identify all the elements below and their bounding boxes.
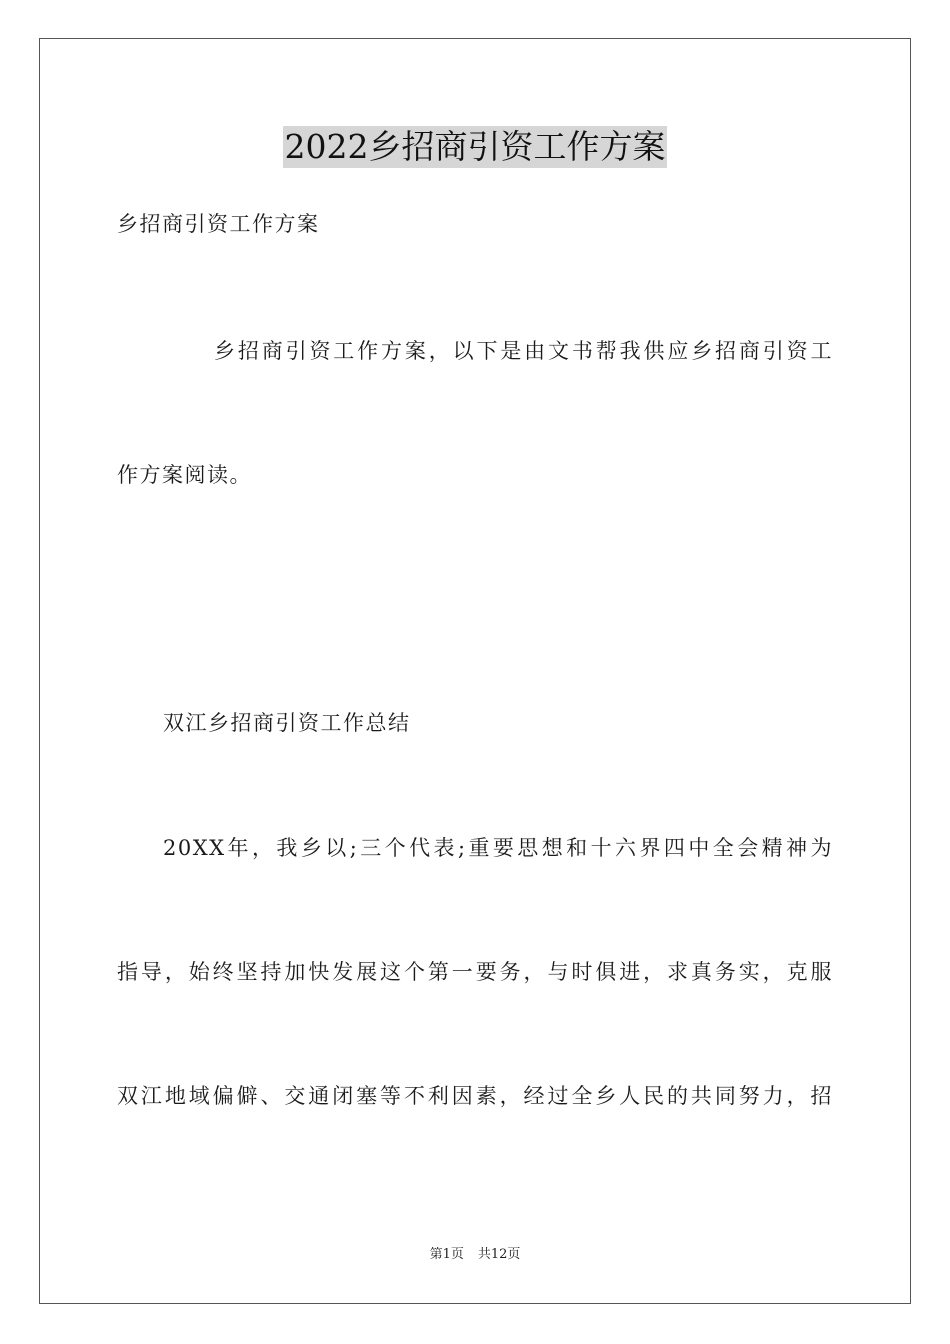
page-footer [0, 1246, 950, 1264]
paragraph-line: 乡招商引资工作方案，以下是由文书帮我供应乡招商引资工 [214, 339, 833, 363]
page-number: 第1页 [429, 1247, 464, 1262]
paragraph-line: 指导，始终坚持加快发展这个第一要务，与时俱进，求真务实，克服 [117, 960, 833, 984]
title-container [0, 126, 950, 168]
paragraph-line: 作方案阅读。 [117, 463, 252, 487]
section-heading: 双江乡招商引资工作总结 [163, 711, 411, 735]
document-title: 2022乡招商引资工作方案 [284, 127, 666, 166]
paragraph-line: 20XX年，我乡以;三个代表;重要思想和十六界四中全会精神为 [163, 836, 833, 860]
document-subtitle: 乡招商引资工作方案 [117, 212, 320, 236]
paragraph-line: 双江地域偏僻、交通闭塞等不利因素，经过全乡人民的共同努力，招 [117, 1084, 833, 1108]
page-total: 共12页 [477, 1247, 521, 1262]
